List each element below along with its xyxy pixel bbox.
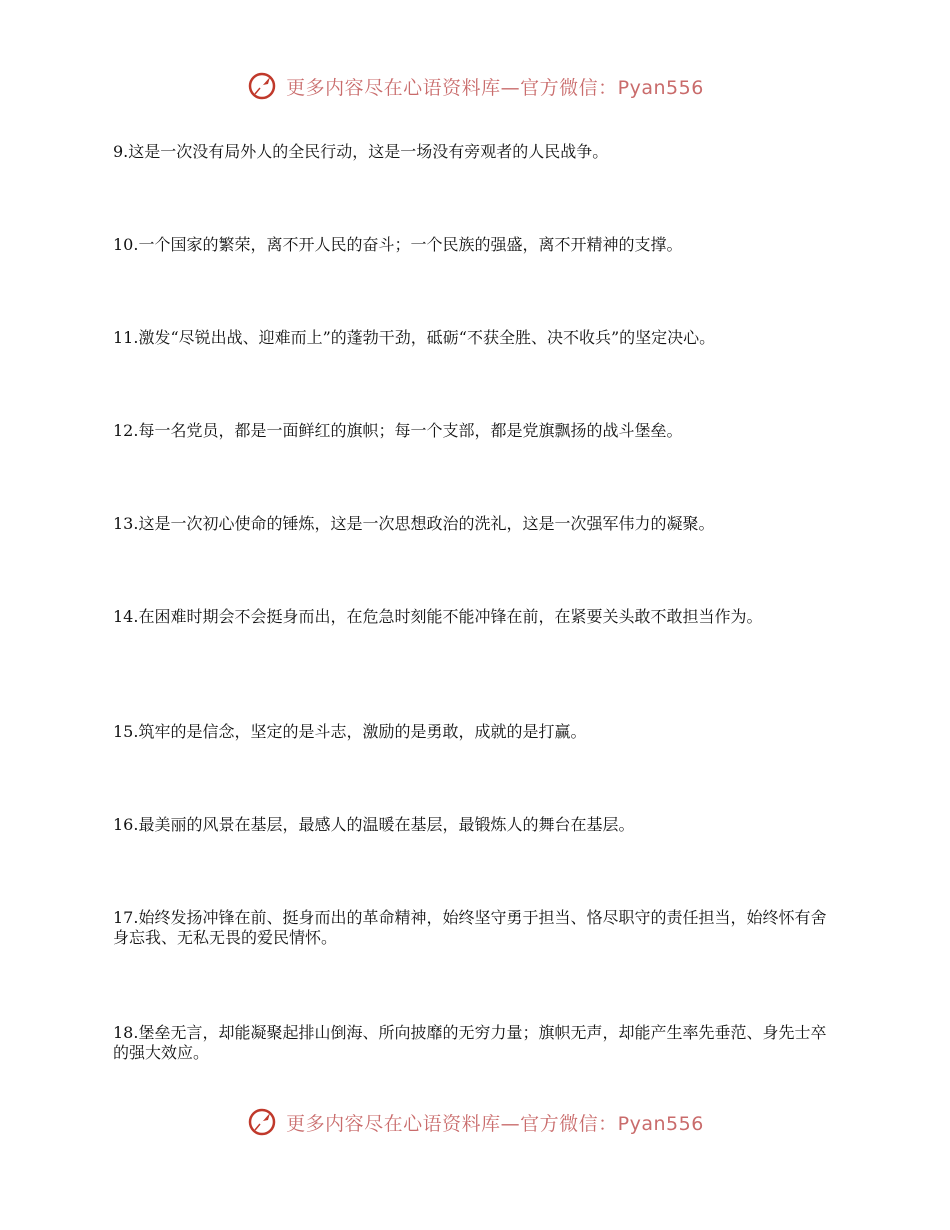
quill-logo-icon <box>246 1106 278 1138</box>
list-item: 15.筑牢的是信念，坚定的是斗志，激励的是勇敢，成就的是打赢。 <box>113 722 587 741</box>
list-item: 17.始终发扬冲锋在前、挺身而出的革命精神，始终坚守勇于担当、恪尽职守的责任担当，始终怀有舍身忘我、无私无畏的爱民情怀。 <box>113 908 827 947</box>
header-banner <box>0 70 950 102</box>
footer-banner-text: 更多内容尽在心语资料库—官方微信：Pyan556 <box>286 1112 704 1135</box>
list-item: 18.堡垒无言，却能凝聚起排山倒海、所向披靡的无穷力量；旗帜无声，却能产生率先垂范、身先士卒的强大效应。 <box>113 1023 827 1062</box>
quill-logo-icon <box>246 70 278 102</box>
list-item: 9.这是一次没有局外人的全民行动，这是一场没有旁观者的人民战争。 <box>113 142 609 161</box>
list-item: 10.一个国家的繁荣，离不开人民的奋斗；一个民族的强盛，离不开精神的支撑。 <box>113 235 683 254</box>
footer-banner <box>0 1106 950 1138</box>
list-item: 14.在困难时期会不会挺身而出，在危急时刻能不能冲锋在前，在紧要关头敢不敢担当作为。 <box>113 607 763 626</box>
header-banner-text: 更多内容尽在心语资料库—官方微信：Pyan556 <box>286 76 704 99</box>
list-item: 11.激发“尽锐出战、迎难而上”的蓬勃干劲，砥砺“不获全胜、决不收兵”的坚定决心。 <box>113 328 716 347</box>
list-item: 13.这是一次初心使命的锤炼，这是一次思想政治的洗礼，这是一次强军伟力的凝聚。 <box>113 514 715 533</box>
list-item: 12.每一名党员，都是一面鲜红的旗帜；每一个支部，都是党旗飘扬的战斗堡垒。 <box>113 421 683 440</box>
list-item: 16.最美丽的风景在基层，最感人的温暖在基层，最锻炼人的舞台在基层。 <box>113 815 635 834</box>
